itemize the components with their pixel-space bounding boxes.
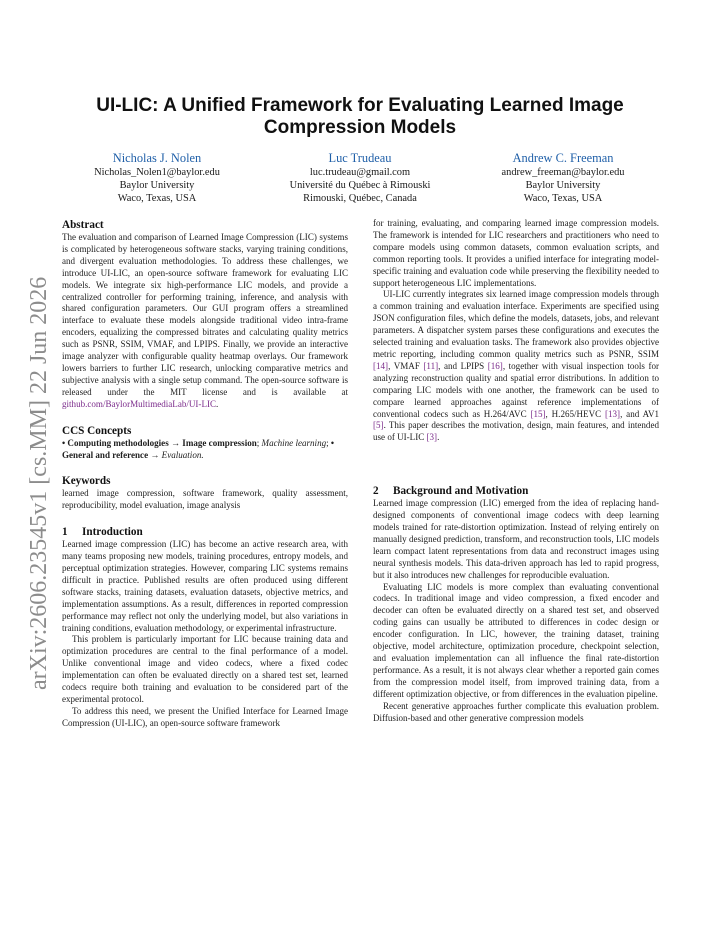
repository-link[interactable]: github.com/BaylorMultimediaLab/UI-LIC [62,398,217,409]
abstract-text [62,232,348,411]
citation-15[interactable]: [15] [530,408,546,419]
ccs-sep: ; [256,437,262,448]
intro-paragraph-3: To address this need, we present the Unified Interface for Learned Image Compression (UI-LIC), an open-source software framework [62,705,348,728]
author-email: luc.trudeau@gmail.com [309,167,411,178]
paper-title: UI-LIC: A Unified Framework for Evaluating Learned Image Compression Models [96,95,624,138]
intro-paragraph-1: Learned image compression (LIC) has become an active research area, with many teams proposing new models, training procedures, entropy models, and perceptual optimization strategies. However, comparing LIC systems remains difficult in practice. Published results are often produced using different software stacks, training datasets, evaluation datasets, objective metrics, and implementation assumptions. As a result, differences in reported compression performance may reflect not only the underlying model, but also variations in training conditions, evaluation methodology, or experimental infrastructure. [62,539,348,633]
author-block [62,151,658,209]
ccs-term-1: Image compression [182,437,257,448]
text-run: , VMAF [388,360,424,371]
section-title: Background and Motivation [393,485,529,498]
background-paragraph-2: Evaluating LIC models is more complex than evaluating conventional codecs. In traditional image and video compression, a fixed encoder and decoder can often be evaluated directly on a shared test set, and observed coding gains can usually be attributed to differences in codec design or encoder configuration. In LIC, however, the training dataset, training objective, model architecture, optimization procedure, checkpoint selection, and evaluation implementation can all influence the final rate-distortion performance. As a result, it is not always clear whether a reported gain comes from the compression model itself, from improved training data, from a different optimization objective, or from differences in the evaluation pipeline. [373,581,659,699]
citation-14[interactable]: [14] [373,360,389,371]
section-number: 2 [373,485,379,498]
author-name: Luc Trudeau [328,151,392,165]
author-3 [468,151,658,205]
abstract-body: The evaluation and comparison of Learned Image Compression (LIC) systems is complicated by heterogeneous software stacks, varying training conditions, and divergent evaluation methodologies. To address these challenges, we introduce UI-LIC, an open-source software framework for evaluating LIC models. We integrate six high-performance LIC models, and provide a centralized controller for performing training, inference, and analysis with shared configuration parameters. Our GUI program offers a streamlined interface to evaluate these models alongside traditional video intra-frame encoders, equalizing the compressed bitrates and calculating quality metrics such as PSNR, SSIM, VMAF, and LPIPS. Finally, we provide an interactive image analyzer with configurable quality heatmap overlays. Our framework lowers barriers to further LIC research, unlocking comparative metrics and subjective analysis with a single setup command. The open-source software is released under the MIT license and is available at [62,232,348,397]
background-paragraph-3: Recent generative approaches further complicate this evaluation problem. Diffusion-based and other generative compression models [373,700,659,723]
text-run: , H.265/HEVC [545,408,605,419]
ccs-term-2: Evaluation. [161,449,204,460]
background-heading [373,484,659,498]
abstract-end: . [216,398,219,409]
citation-5[interactable]: [5] [373,420,384,431]
ccs-arrow: → [168,437,183,448]
citation-3[interactable]: [3] [426,432,438,443]
ccs-heading: CCS Concepts [62,424,132,437]
author-name: Nicholas J. Nolen [112,151,202,165]
ccs-bullet-1: • Computing methodologies [62,437,169,448]
keywords-text: learned image compression, software framework, quality assessment, reproducibility, model evaluation, image analysis [62,488,348,511]
author-affiliation: Baylor University [525,180,601,191]
author-affiliation: Université du Québec à Rimouski [289,180,431,191]
section-title: Introduction [82,526,143,539]
text-run: UI-LIC currently integrates six learned image compression models through a common training and evaluation interface. Experiments are specified using JSON configuration files, which define the models, datasets, jobs, and relevant parameters. A dispatcher system parses these configurations and executes the selected training and evaluation tasks. The framework also provides objective metric reporting, including common quality metrics such as PSNR, SSIM [373,289,659,359]
text-run: . [437,432,440,443]
author-affiliation: Baylor University [119,180,195,191]
ccs-concepts [62,438,348,462]
intro-paragraph-4 [373,289,659,444]
intro-paragraph-2: This problem is particularly important for LIC because training data and optimization procedures are central to the final performance of a model. Unlike conventional image and video codecs, where a fixed codec implementation can often be evaluated directly on a shared test set, learned codecs require both training and evaluation to be considered part of the experimental protocol. [62,634,348,704]
right-column [373,218,659,724]
ccs-sep: ; [326,437,331,448]
keywords-heading: Keywords [62,475,111,488]
ccs-arrow: → [148,449,162,460]
introduction-heading [62,525,348,539]
author-name: Andrew C. Freeman [512,151,614,165]
section-number: 1 [62,526,68,539]
arxiv-identifier-stamp [8,255,58,695]
author-location: Waco, Texas, USA [523,193,603,204]
left-column [62,218,348,730]
author-email: Nicholas_Nolen1@baylor.edu [94,167,220,178]
text-run: , and AV1 [620,408,659,419]
author-location: Rimouski, Québec, Canada [303,193,417,204]
author-1 [62,151,252,205]
citation-13[interactable]: [13] [605,408,621,419]
citation-11[interactable]: [11] [423,360,439,371]
text-run: , together with visual inspection tools for analyzing reconstruction quality and spatial error distributions. In addition to comparing LIC models with one another, the framework can be used to compare learned approaches against reference implementations of conventional codecs such as H.264/AVC [373,360,660,419]
background-paragraph-1: Learned image compression (LIC) emerged from the idea of replacing hand-designed components of conventional image codecs with deep learning models trained for rate-distortion optimization. Instead of relying entirely on manually designed prediction, transform, and reconstruction tools, LIC models learn compact latent representations from data and reconstruct images using neural synthesis models. This data-driven approach has led to rapid progress, but it also introduces new challenges for reproducible evaluation. [373,498,659,580]
text-run: . This paper describes the motivation, design, main features, and intended use of UI-LIC [373,420,659,443]
arxiv-id-text: arXiv:2606.23545v1 [cs.MM] 22 Jun 2026 [26,276,52,690]
ccs-term-1b: Machine learning [261,437,327,448]
text-run: , and LPIPS [438,360,488,371]
citation-16[interactable]: [16] [487,360,503,371]
author-email: andrew_freeman@baylor.edu [501,167,625,178]
author-location: Waco, Texas, USA [117,193,197,204]
author-2 [265,151,455,205]
intro-paragraph-3-continued: for training, evaluating, and comparing learned image compression models. The framework is intended for LIC researchers and practitioners who need to compare models using common datasets, common evaluation scripts, and common reporting tools. It provides a unified interface for integrating model-specific training and evaluation code while preserving the flexibility needed to support heterogeneous LIC implementations. [373,218,659,288]
ccs-bullet-2: • General and reference [62,437,335,460]
abstract-heading: Abstract [62,219,104,231]
